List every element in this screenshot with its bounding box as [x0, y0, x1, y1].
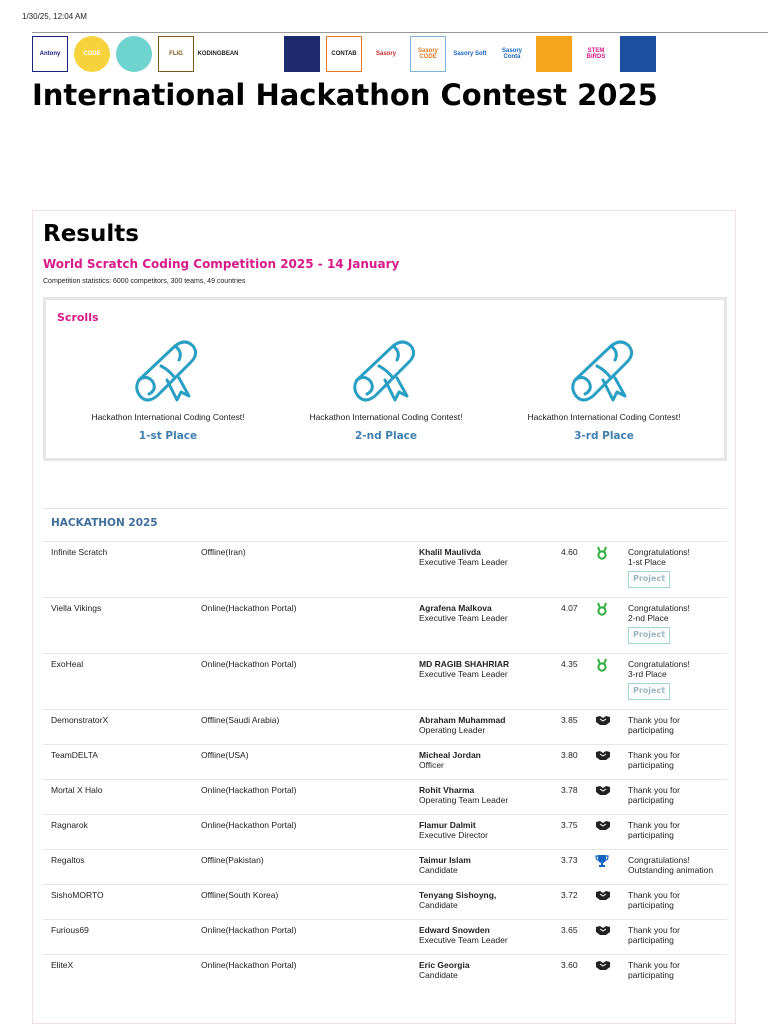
results-heading: Results	[43, 221, 139, 247]
participant-name: Eric Georgia	[419, 960, 470, 970]
participant	[419, 960, 470, 980]
result-message	[628, 820, 680, 840]
participant-role: Candidate	[419, 865, 458, 875]
sponsor-logo: CONTAB	[326, 36, 362, 72]
participation-mode: Online(Hackathon Portal)	[201, 785, 297, 795]
result-message-line2: participating	[628, 725, 674, 735]
result-message-line2: participating	[628, 795, 674, 805]
result-message-line1: Congratulations!	[628, 659, 690, 669]
participant	[419, 715, 505, 735]
team-name: Furious69	[51, 925, 89, 935]
result-message	[628, 890, 680, 910]
participant-role: Executive Director	[419, 830, 488, 840]
participant-name: Edward Snowden	[419, 925, 490, 935]
participation-mode: Online(Hackathon Portal)	[201, 925, 297, 935]
result-message	[628, 785, 680, 805]
handshake-icon	[595, 819, 609, 833]
result-message-line2: Outstanding animation	[628, 865, 714, 875]
section-heading-label: HACKATHON 2025	[51, 517, 158, 529]
participant	[419, 547, 508, 567]
table-row	[43, 744, 727, 779]
result-message-line1: Congratulations!	[628, 855, 690, 865]
award-contest-label: Hackathon International Coding Contest!	[91, 412, 245, 422]
award-place-label: 1-st Place	[138, 430, 198, 442]
score: 3.85	[561, 715, 578, 725]
sponsor-logo: Sasory	[368, 36, 404, 72]
project-button[interactable]: Project	[628, 683, 670, 700]
sponsor-logo	[242, 36, 278, 72]
result-message	[628, 603, 690, 644]
result-message-line1: Thank you for	[628, 750, 680, 760]
print-timestamp: 1/30/25, 12:04 AM	[22, 12, 87, 21]
participant	[419, 785, 508, 805]
result-message-line2: participating	[628, 970, 674, 980]
scroll-icon	[567, 340, 641, 406]
participation-mode: Offline(Pakistan)	[201, 855, 264, 865]
score: 4.35	[561, 659, 578, 669]
team-name: EliteX	[51, 960, 74, 970]
competition-subtitle: World Scratch Coding Competition 2025 - 14 January	[43, 257, 400, 271]
table-row	[43, 709, 727, 744]
participant-role: Candidate	[419, 970, 458, 980]
participation-mode: Offline(South Korea)	[201, 890, 279, 900]
table-row	[43, 779, 727, 814]
participant-role: Operating Leader	[419, 725, 486, 735]
score: 4.60	[561, 547, 578, 557]
participant	[419, 890, 496, 910]
score: 3.60	[561, 960, 578, 970]
participant-role: Executive Team Leader	[419, 613, 508, 623]
scrolls-heading: Scrolls	[57, 311, 99, 324]
sponsor-logo-row	[32, 33, 768, 75]
table-row	[43, 884, 727, 919]
award-third-place	[495, 340, 713, 442]
handshake-icon	[595, 924, 609, 938]
table-row	[43, 919, 727, 954]
result-message	[628, 750, 680, 770]
results-table	[43, 541, 727, 989]
participant	[419, 659, 509, 679]
table-row	[43, 541, 727, 597]
participant-name: Flamur Dalmit	[419, 820, 476, 830]
page-title: International Hackathon Contest 2025	[32, 78, 658, 112]
participant-name: Rohit Vharma	[419, 785, 475, 795]
scrolls-panel	[43, 297, 727, 461]
participation-mode: Online(Hackathon Portal)	[201, 659, 297, 669]
section-heading	[43, 508, 727, 529]
handshake-icon	[595, 714, 609, 728]
score: 3.72	[561, 890, 578, 900]
sponsor-logo: Sasory CODE	[410, 36, 446, 72]
medal-icon	[595, 658, 609, 672]
team-name: DemonstratorX	[51, 715, 109, 725]
participant-name: Khalil Maulivda	[419, 547, 481, 557]
sponsor-logo	[536, 36, 572, 72]
sponsor-logo: Sasory Soft	[452, 36, 488, 72]
result-message-line2: 2-nd Place	[628, 613, 669, 623]
scroll-icon	[349, 340, 423, 406]
medal-icon	[595, 602, 609, 616]
participation-mode: Online(Hackathon Portal)	[201, 603, 297, 613]
result-message	[628, 925, 680, 945]
table-row	[43, 597, 727, 653]
table-row	[43, 653, 727, 709]
project-button[interactable]: Project	[628, 571, 670, 588]
team-name: SishoMORTO	[51, 890, 104, 900]
award-second-place	[277, 340, 495, 442]
participant-name: Tenyang Sishoyng,	[419, 890, 497, 900]
award-first-place	[59, 340, 277, 442]
result-message	[628, 715, 680, 735]
results-card	[32, 210, 736, 1024]
sponsor-logo: Antony	[32, 36, 68, 72]
sponsor-logo	[284, 36, 320, 72]
score: 3.75	[561, 820, 578, 830]
trophy-icon	[595, 854, 609, 868]
participant	[419, 820, 488, 840]
sponsor-logo	[116, 36, 152, 72]
team-name: Mortal X Halo	[51, 785, 103, 795]
sponsor-logo: STEM BIRDS	[578, 36, 614, 72]
sponsor-logo	[620, 36, 656, 72]
result-message-line1: Congratulations!	[628, 547, 690, 557]
table-row	[43, 954, 727, 989]
result-message-line2: 1-st Place	[628, 557, 666, 567]
participation-mode: Offline(USA)	[201, 750, 249, 760]
participant-role: Officer	[419, 760, 444, 770]
participation-mode: Online(Hackathon Portal)	[201, 960, 297, 970]
participant-role: Executive Team Leader	[419, 935, 508, 945]
participant-name: MD RAGIB SHAHRIAR	[419, 659, 510, 669]
result-message-line1: Thank you for	[628, 960, 680, 970]
score: 3.80	[561, 750, 578, 760]
score: 3.73	[561, 855, 578, 865]
participation-mode: Offline(Iran)	[201, 547, 246, 557]
team-name: Infinite Scratch	[51, 547, 108, 557]
scroll-icon	[131, 340, 205, 406]
award-place-label: 2-nd Place	[354, 430, 418, 442]
handshake-icon	[595, 889, 609, 903]
participant-name: Taimur Islam	[419, 855, 471, 865]
result-message-line1: Thank you for	[628, 715, 680, 725]
participation-mode: Offline(Saudi Arabia)	[201, 715, 280, 725]
result-message-line1: Thank you for	[628, 820, 680, 830]
result-message-line2: participating	[628, 935, 674, 945]
participant-name: Agrafena Malkova	[419, 603, 492, 613]
participant-role: Candidate	[419, 900, 458, 910]
team-name: TeamDELTA	[51, 750, 98, 760]
sponsor-logo: Sasory Conta	[494, 36, 530, 72]
team-name: ExoHeal	[51, 659, 84, 669]
result-message-line1: Congratulations!	[628, 603, 690, 613]
result-message-line2: 3-rd Place	[628, 669, 667, 679]
score: 4.07	[561, 603, 578, 613]
sponsor-logo: FLiG	[158, 36, 194, 72]
result-message-line1: Thank you for	[628, 890, 680, 900]
participant	[419, 855, 471, 875]
participant-name: Abraham Muhammad	[419, 715, 506, 725]
result-message-line1: Thank you for	[628, 785, 680, 795]
participant-name: Micheal Jordan	[419, 750, 481, 760]
result-message	[628, 855, 713, 875]
medal-icon	[595, 546, 609, 560]
score: 3.78	[561, 785, 578, 795]
result-message-line2: participating	[628, 760, 674, 770]
award-contest-label: Hackathon International Coding Contest!	[527, 412, 681, 422]
handshake-icon	[595, 749, 609, 763]
team-name: Ragnarok	[51, 820, 88, 830]
score: 3.65	[561, 925, 578, 935]
team-name: Regaltos	[51, 855, 85, 865]
result-message-line2: participating	[628, 830, 674, 840]
participant-role: Executive Team Leader	[419, 557, 508, 567]
team-name: Viella Vikings	[51, 603, 102, 613]
table-row	[43, 814, 727, 849]
participant-role: Executive Team Leader	[419, 669, 508, 679]
participant-role: Operating Team Leader	[419, 795, 509, 805]
result-message-line1: Thank you for	[628, 925, 680, 935]
sponsor-logo: KODINGBEAN	[200, 36, 236, 72]
handshake-icon	[595, 959, 609, 973]
project-button[interactable]: Project	[628, 627, 670, 644]
competition-stats: Competition statistics: 6000 competitors, 300 teams, 49 countries	[43, 278, 246, 285]
sponsor-logo: CODE	[74, 36, 110, 72]
result-message	[628, 547, 690, 588]
participant	[419, 750, 481, 770]
participant	[419, 925, 508, 945]
award-contest-label: Hackathon International Coding Contest!	[309, 412, 463, 422]
result-message	[628, 659, 690, 700]
participant	[419, 603, 508, 623]
result-message	[628, 960, 680, 980]
result-message-line2: participating	[628, 900, 674, 910]
sponsor-logo-strip	[32, 32, 768, 75]
participation-mode: Online(Hackathon Portal)	[201, 820, 297, 830]
award-place-label: 3-rd Place	[574, 430, 634, 442]
table-row	[43, 849, 727, 884]
handshake-icon	[595, 784, 609, 798]
